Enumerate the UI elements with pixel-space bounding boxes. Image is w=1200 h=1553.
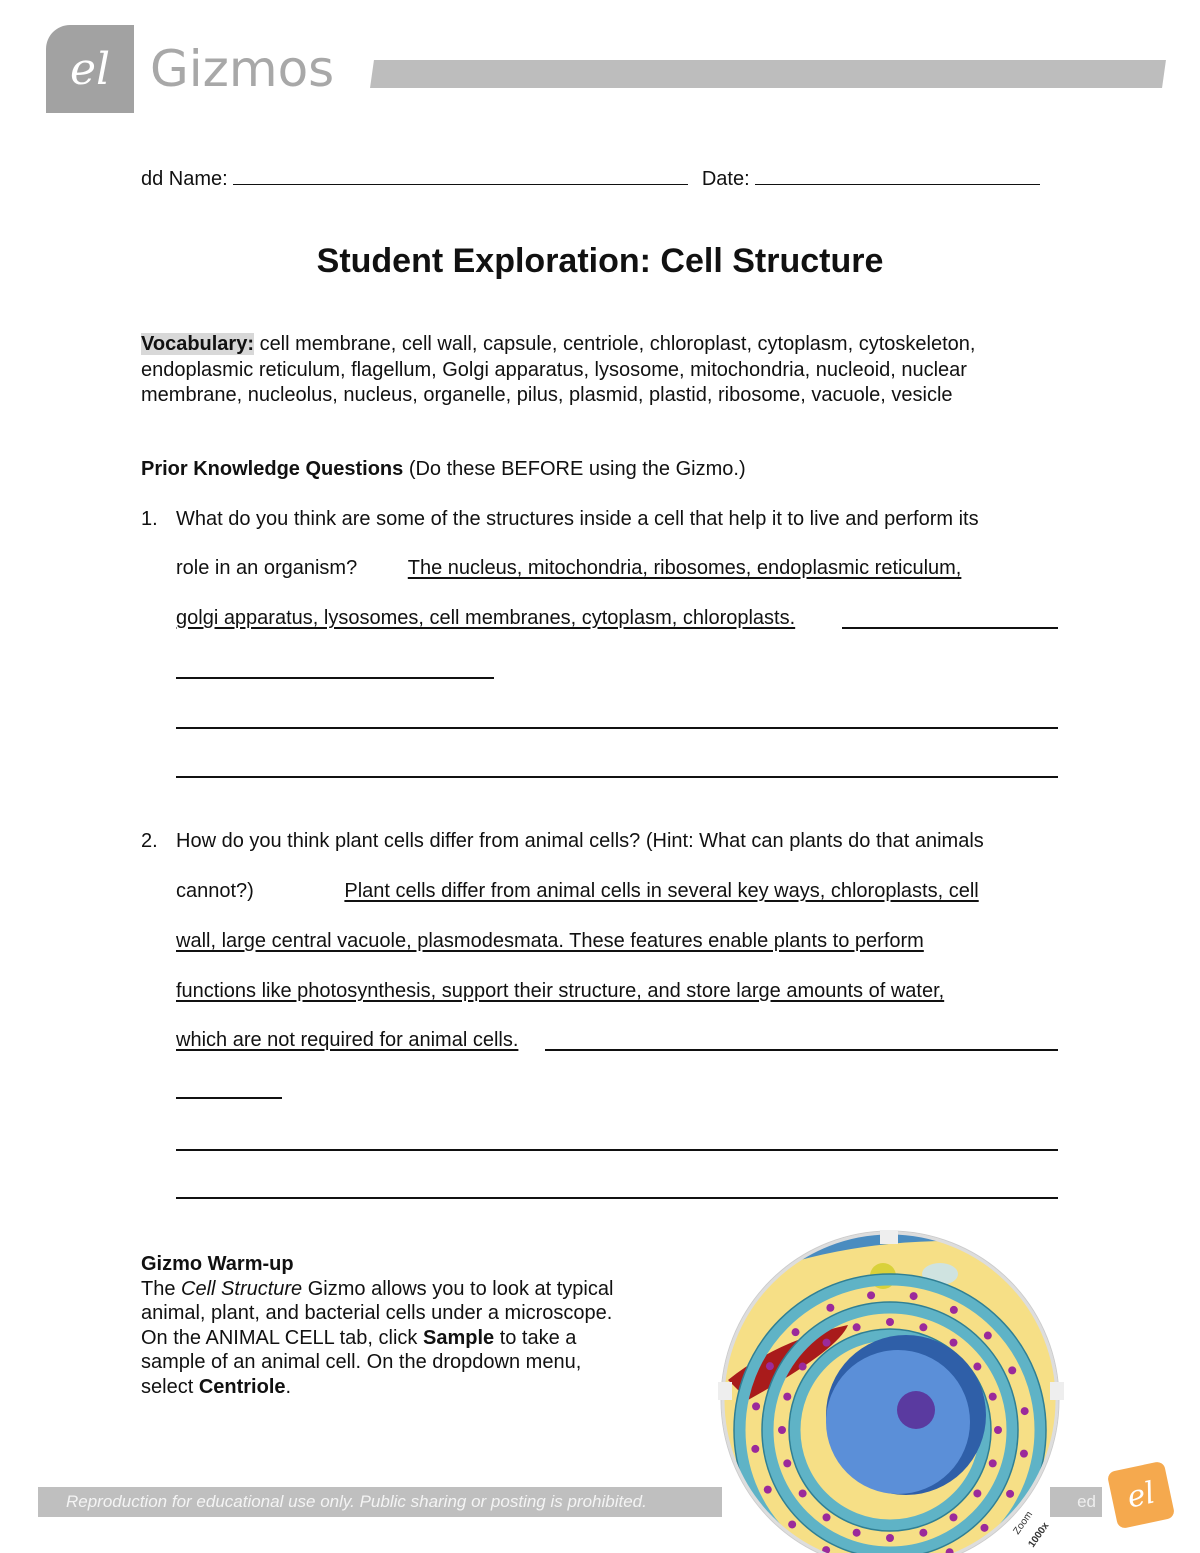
question-number: 1.	[141, 508, 158, 530]
answer-line	[176, 980, 944, 1003]
blank-line	[176, 677, 494, 679]
ribosome	[950, 1306, 958, 1314]
ribosome	[919, 1529, 927, 1537]
ribosome	[994, 1426, 1002, 1434]
answer-text[interactable]: functions like photosynthesis, support their structure, and store large amounts of water,	[176, 980, 945, 1002]
ribosome	[766, 1362, 774, 1370]
date-field[interactable]	[755, 184, 1040, 185]
ribosome	[792, 1328, 800, 1336]
ribosome	[799, 1363, 807, 1371]
ribosome	[886, 1534, 894, 1542]
answer-text[interactable]: wall, large central vacuole, plasmodesmata. These features enable plants to perform	[176, 930, 924, 952]
centriole-keyword: Centriole	[198, 1375, 286, 1398]
sample-keyword: Sample	[422, 1326, 495, 1349]
answer-line	[176, 1029, 518, 1052]
ribosome	[751, 1445, 759, 1453]
ribosome	[919, 1323, 927, 1331]
scroll-left-button[interactable]	[718, 1382, 732, 1400]
answer-text[interactable]: The nucleus, mitochondria, ribosomes, endoplasmic reticulum,	[407, 557, 962, 579]
blank-line	[176, 727, 1058, 729]
ribosome	[989, 1393, 997, 1401]
text: to take a	[494, 1326, 577, 1349]
name-field[interactable]	[233, 184, 688, 185]
ribosome	[826, 1304, 834, 1312]
ribosome	[949, 1339, 957, 1347]
ribosome	[984, 1332, 992, 1340]
answer-text[interactable]: Plant cells differ from animal cells in several key ways, chloroplasts, cell	[344, 880, 979, 902]
date-label: Date:	[701, 168, 750, 190]
nucleolus	[897, 1391, 935, 1429]
page-title: Student Exploration: Cell Structure	[316, 242, 884, 280]
ribosome	[1020, 1450, 1028, 1458]
name-date-line	[141, 168, 1040, 191]
answer-line	[176, 557, 961, 580]
vocabulary-section	[141, 332, 975, 409]
ribosome	[853, 1529, 861, 1537]
question-text: cannot?)	[176, 880, 260, 902]
answer-line	[176, 607, 795, 630]
brand-name: Gizmos	[150, 40, 335, 98]
answer-text[interactable]: which are not required for animal cells.	[176, 1029, 519, 1051]
blank-line	[176, 1097, 282, 1099]
scroll-right-button[interactable]	[1050, 1382, 1064, 1400]
question-text: role in an organism?	[176, 557, 363, 579]
vocabulary-line: endoplasmic reticulum, flagellum, Golgi apparatus, lysosome, mitochondria, nucleoid, nuclear	[141, 358, 967, 381]
text: sample of an animal cell. On the dropdown menu,	[141, 1351, 582, 1374]
ribosome	[867, 1291, 875, 1299]
logo-mark: el	[1123, 1475, 1159, 1515]
zoom-label: Zoom	[1011, 1509, 1036, 1537]
explorelearning-logo	[46, 25, 134, 113]
ribosome	[778, 1426, 786, 1434]
blank-line	[176, 1197, 1058, 1199]
vocabulary-line: cell membrane, cell wall, capsule, centriole, chloroplast, cytoplasm, cytoskeleton,	[259, 333, 976, 355]
ribosome	[853, 1323, 861, 1331]
ribosome	[1006, 1490, 1014, 1498]
ribosome	[823, 1513, 831, 1521]
ribosome	[989, 1459, 997, 1467]
explorelearning-badge	[1107, 1461, 1176, 1530]
header-bar	[370, 60, 1166, 88]
ribosome	[783, 1459, 791, 1467]
question-text: What do you think are some of the structures inside a cell that help it to live and perform its	[176, 508, 979, 530]
vocabulary-line: membrane, nucleolus, nucleus, organelle, pilus, plasmid, plastid, ribosome, vacuole, vesicle	[141, 384, 953, 406]
ribosome	[764, 1486, 772, 1494]
blank-line	[176, 776, 1058, 778]
question-number: 2.	[141, 830, 158, 852]
heading-note: (Do these BEFORE using the Gizmo.)	[403, 458, 746, 480]
text: select	[141, 1375, 199, 1398]
footer-bar-right: ed	[1050, 1487, 1102, 1517]
ribosome	[823, 1339, 831, 1347]
logo-mark: el	[69, 43, 111, 95]
zoom-value: 1000x	[1026, 1520, 1052, 1550]
text: The	[141, 1277, 182, 1300]
answer-line	[176, 930, 924, 953]
blank-line	[842, 627, 1058, 629]
text: Gizmo allows you to look at typical	[302, 1277, 614, 1300]
ribosome	[1021, 1407, 1029, 1415]
ribosome	[783, 1393, 791, 1401]
ribosome	[949, 1513, 957, 1521]
text: animal, plant, and bacterial cells under a microscope.	[141, 1302, 613, 1325]
question-text: How do you think plant cells differ from animal cells? (Hint: What can plants do that animals	[176, 830, 984, 852]
name-label: dd Name:	[141, 168, 234, 190]
ribosome	[788, 1520, 796, 1528]
blank-line	[545, 1049, 1058, 1051]
ribosome	[886, 1318, 894, 1326]
answer-line	[176, 880, 979, 903]
vocabulary-label: Vocabulary:	[141, 333, 254, 355]
ribosome	[973, 1363, 981, 1371]
ribosome	[799, 1489, 807, 1497]
gizmo-name: Cell Structure	[181, 1277, 303, 1300]
ribosome	[980, 1524, 988, 1532]
ribosome	[973, 1489, 981, 1497]
heading-text: Prior Knowledge Questions	[141, 458, 404, 480]
blank-line	[176, 1149, 1058, 1151]
text: .	[285, 1375, 292, 1398]
ribosome	[1008, 1366, 1016, 1374]
answer-text[interactable]: golgi apparatus, lysosomes, cell membranes, cytoplasm, chloroplasts.	[176, 607, 796, 629]
scroll-up-button[interactable]	[880, 1230, 898, 1244]
ribosome	[910, 1292, 918, 1300]
ribosome	[752, 1402, 760, 1410]
warmup-heading: Gizmo Warm-up	[141, 1253, 294, 1275]
warmup-section	[141, 1252, 613, 1400]
animal-cell-microscope-image	[718, 1230, 1064, 1553]
prior-knowledge-heading	[141, 458, 746, 481]
footer-notice: Reproduction for educational use only. Public sharing or posting is prohibited.	[38, 1487, 722, 1517]
text: On the ANIMAL CELL tab, click	[141, 1326, 423, 1349]
